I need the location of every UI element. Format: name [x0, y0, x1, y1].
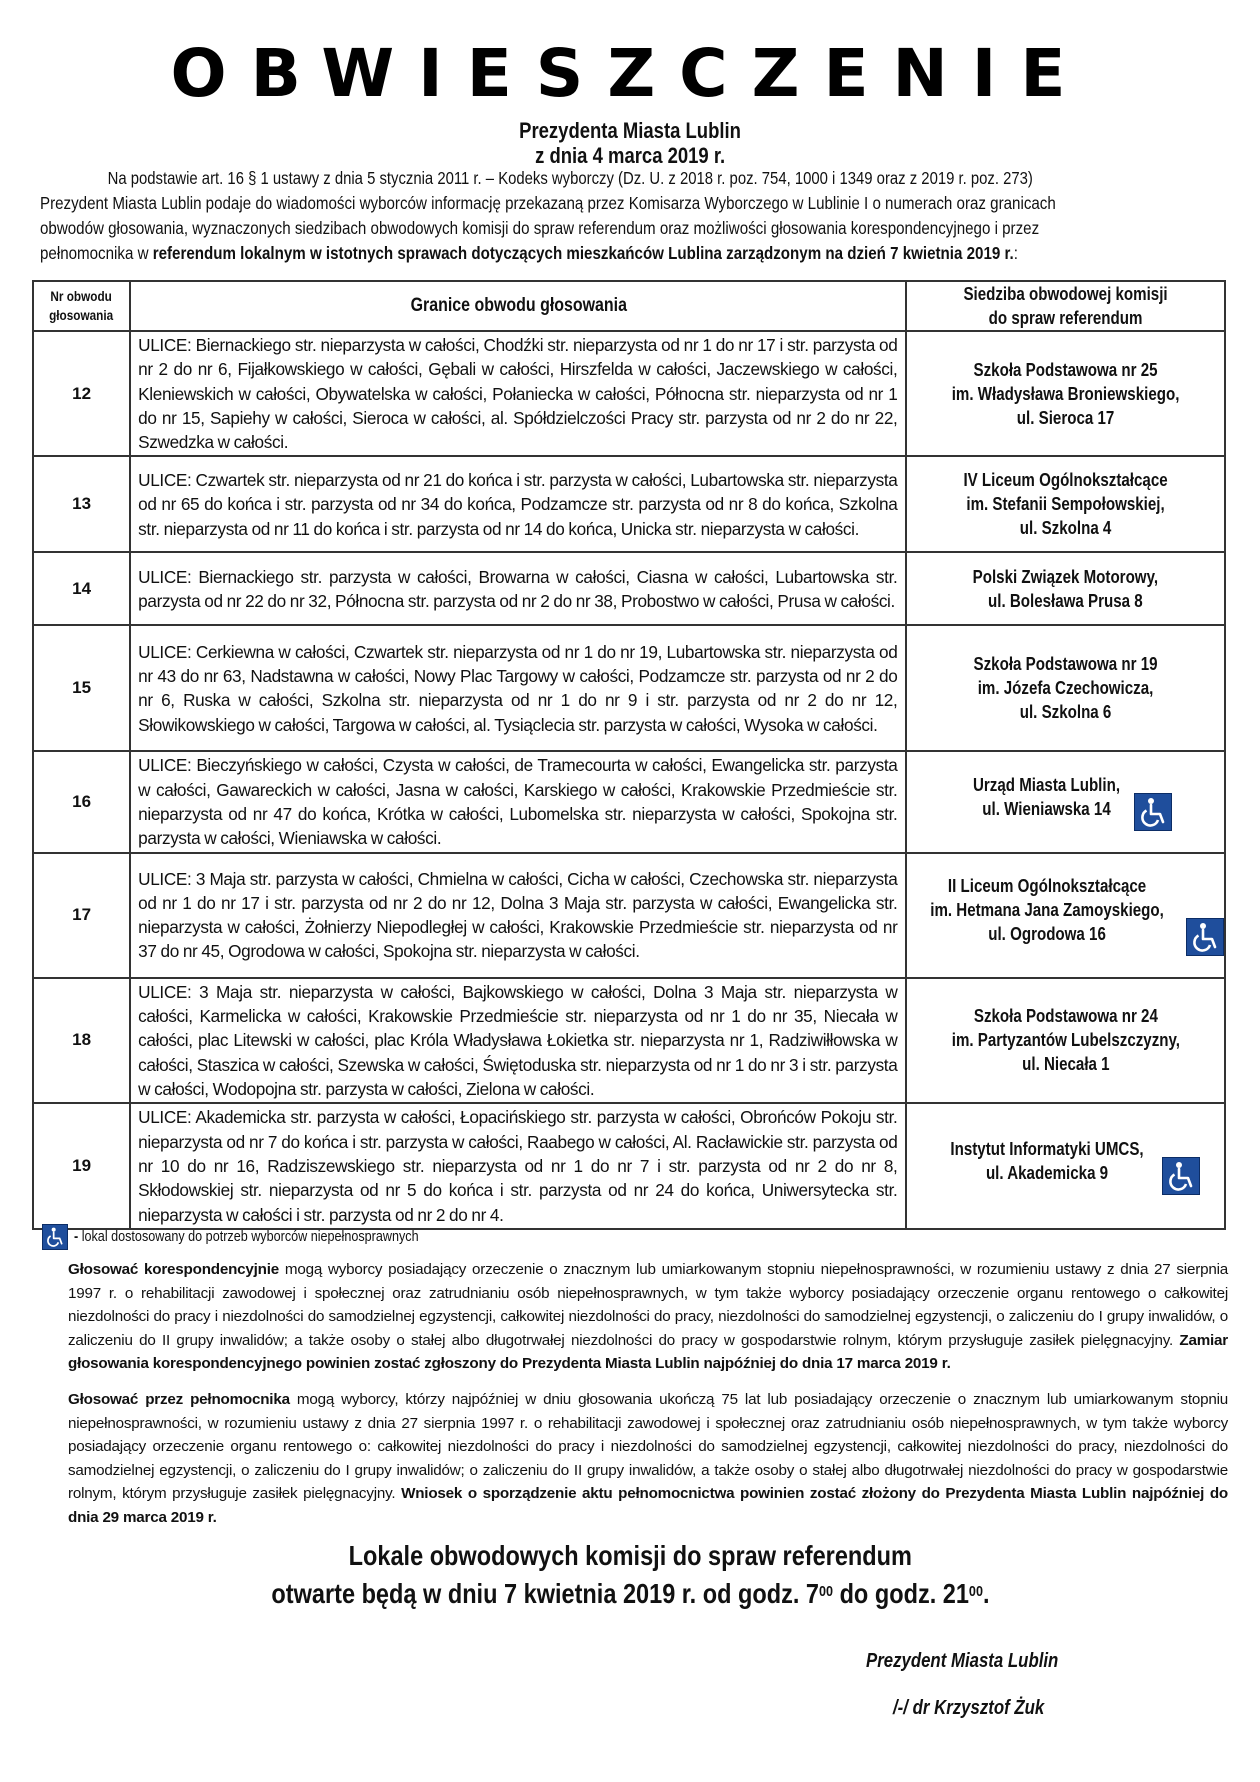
- district-streets: ULICE: Czwartek str. nieparzysta od nr 21 do końca i str. parzysta w całości, Lubartowska str. nieparzysta od nr 65 do końca i str. parzysta od nr 34 do końca, Podzamcze str. parzysta od nr 8 do końca, Szkolna str. nieparzysta od nr 11 do końca i str. parzysta od nr 14 do końca, Unicka str. nieparzysta w całości.: [130, 456, 906, 552]
- district-number: 16: [33, 751, 130, 852]
- seat-line: ul. Szkolna 4: [1019, 518, 1112, 539]
- accessibility-legend: [42, 1224, 484, 1250]
- commission-seat: [906, 331, 1225, 456]
- seat-line: Szkoła Podstawowa nr 25: [973, 359, 1158, 380]
- intro-text: pełnomocnika w: [40, 243, 153, 263]
- district-streets: ULICE: 3 Maja str. parzysta w całości, Chmielna w całości, Cicha w całości, Czechowska str. nieparzysta od nr 1 do nr 17 i str. parzysta od nr 2 do nr 12, Dolna 3 Maja str. parzysta w całości, Ewangelicka str. nieparzysta w całości, Żołnierzy Niepodległej w całości, Krakowskie Przedmieście str. nieparzysta od nr 37 do nr 45, Ogrodowa w całości, Spokojna str. nieparzysta w całości.: [130, 853, 906, 978]
- seat-line: ul. Bolesława Prusa 8: [988, 590, 1144, 611]
- commission-seat: [906, 552, 1225, 625]
- wheelchair-accessibility-icon: [1162, 1157, 1200, 1195]
- seat-line: Instytut Informatyki UMCS,: [950, 1139, 1144, 1160]
- seat-line: IV Liceum Ogólnokształcące: [963, 470, 1168, 491]
- seat-line: Szkoła Podstawowa nr 19: [973, 654, 1158, 675]
- intro-line: Na podstawie art. 16 § 1 ustawy z dnia 5 stycznia 2011 r. – Kodeks wyborczy (Dz. U. z 2018 r. poz. 754, 1000 i 1349 oraz z 2019 r. poz. 273): [107, 168, 1033, 188]
- table-row: [33, 751, 1225, 852]
- seat-line: im. Józefa Czechowicza,: [977, 678, 1154, 699]
- seat-line: im. Hetmana Jana Zamoyskiego,: [929, 900, 1164, 921]
- correspondence-deadline: Zamiar głosowania korespondencyjnego powinien zostać zgłoszony do Prezydenta Miasta Lublin najpóźniej do dnia 17 marca 2019 r.: [68, 1331, 1228, 1373]
- seat-line: Szkoła Podstawowa nr 24: [973, 1006, 1158, 1027]
- seat-line: ul. Sieroca 17: [1016, 407, 1115, 428]
- proxy-voting-paragraph: [40, 1388, 1228, 1530]
- district-number: 15: [33, 625, 130, 751]
- seat-line: ul. Akademicka 9: [985, 1163, 1108, 1184]
- district-number: 12: [33, 331, 130, 456]
- seat-line: Polski Związek Motorowy,: [973, 566, 1159, 587]
- table-row: [33, 625, 1225, 751]
- proxy-lead: Głosować przez pełnomocnika: [68, 1391, 290, 1408]
- district-streets: ULICE: Akademicka str. parzysta w całości, Łopacińskiego str. parzysta w całości, Obrońców Pokoju str. nieparzysta od nr 7 do końca i str. parzysta w całości, Raabego w całości, Al. Racławickie str. parzysta od nr 10 do nr 16, Radziszewskiego str. nieparzysta od nr 1 do nr 7 i str. parzysta od nr 2 do nr 8, Skłodowskiej str. nieparzysta od nr 5 do końca i str. parzysta od nr 24 do końca, Uniwersytecka str. nieparzysta w całości i str. parzysta od nr 2 do nr 4.: [130, 1103, 906, 1229]
- commission-seat: [906, 751, 1225, 852]
- seat-line: im. Partyzantów Lubelszczyzny,: [951, 1030, 1180, 1051]
- table-row: [33, 331, 1225, 456]
- intro-line: Prezydent Miasta Lublin podaje do wiadomości wyborców informację przekazaną przez Komisarza Wyborczego w Lublinie I o numerach oraz granicach: [40, 193, 1056, 213]
- district-number: 19: [33, 1103, 130, 1229]
- header-boundaries: Granice obwodu głosowania: [130, 281, 906, 331]
- district-number: 18: [33, 978, 130, 1103]
- commission-seat: [906, 625, 1225, 751]
- district-number: 13: [33, 456, 130, 552]
- seat-line: im. Stefanii Sempołowskiej,: [966, 494, 1165, 515]
- wheelchair-accessibility-icon: [1186, 918, 1224, 956]
- date-text: z dnia 4 marca 2019 r.: [534, 143, 726, 168]
- wheelchair-accessibility-icon: [42, 1224, 68, 1250]
- document-title: OBWIESZCZENIE: [170, 35, 1090, 112]
- table-row: [33, 853, 1225, 978]
- district-streets: ULICE: Cerkiewna w całości, Czwartek str. nieparzysta od nr 1 do nr 19, Lubartowska str. nieparzysta od nr 43 do nr 63, Nadstawna w całości, Nowy Plac Targowy w całości, Podzamcze str. parzysta od nr 2 do nr 6, Ruska w całości, Szkolna str. nieparzysta od nr 1 do nr 9 i str. parzysta od nr 2 do nr 12, Słowikowskiego w całości, Targowa w całości, al. Tysiąclecia str. parzysta w całości, Wysoka w całości.: [130, 625, 906, 751]
- seat-line: Urząd Miasta Lublin,: [973, 774, 1121, 795]
- header-commission-seat: Siedziba obwodowej komisji do spraw referendum: [906, 281, 1225, 331]
- intro-colon: :: [1013, 243, 1018, 263]
- header-district-number: Nr obwodu głosowania: [33, 281, 130, 331]
- district-streets: ULICE: Bieczyńskiego w całości, Czysta w całości, de Tramecourta w całości, Ewangelicka str. parzysta w całości, Gawareckich w całości, Jasna w całości, Karskiego w całości, Krakowskie Przedmieście str. nieparzysta od nr 47 do końca, Krótka w całości, Lubomelska str. nieparzysta w całości, Spokojna str. parzysta w całości, Wieniawska w całości.: [130, 751, 906, 852]
- table-header-row: [33, 281, 1225, 331]
- wheelchair-accessibility-icon: [1134, 793, 1172, 831]
- table-row: [33, 456, 1225, 552]
- seat-line: ul. Wieniawska 14: [982, 798, 1111, 819]
- seat-line: ul. Ogrodowa 16: [987, 924, 1106, 945]
- commission-seat: [906, 1103, 1225, 1229]
- district-streets: ULICE: 3 Maja str. nieparzysta w całości, Bajkowskiego w całości, Dolna 3 Maja str. nieparzysta w całości, Karmelicka w całości, Krakowskie Przedmieście str. nieparzysta od nr 1 do nr 35, Niecała w całości, plac Litewski w całości, plac Króla Władysława Łokietka str. nieparzysta nr 1, Radziwiłłowska w całości, Staszica w całości, Szewska w całości, Świętoduska str. nieparzysta od nr 1 do nr 3 i str. parzysta w całości, Wodopojna str. parzysta w całości, Zielona w całości.: [130, 978, 906, 1103]
- voting-districts-table: [32, 280, 1226, 1230]
- opening-hours-announcement: [0, 1537, 1260, 1613]
- table-row: [33, 552, 1225, 625]
- closing-line-2: otwarte będą w dniu 7 kwietnia 2019 r. od godz. $7^{00}$ do godz. $21^{00}$.: [270, 1578, 990, 1609]
- district-number: 14: [33, 552, 130, 625]
- seat-line: II Liceum Ogólnokształcące: [947, 876, 1146, 897]
- commission-seat: [906, 978, 1225, 1103]
- referendum-highlight: referendum lokalnym w istotnych sprawach dotyczących mieszkańców Lublina zarządzonym na dzień 7 kwietnia 2019 r.: [152, 243, 1014, 263]
- signature-name: /-/ dr Krzysztof Żuk: [893, 1697, 1045, 1719]
- proxy-deadline: Wniosek o sporządzenie aktu pełnomocnictwa powinien zostać złożony do Prezydenta Miasta Lublin najpóźniej do dnia 29 marca 2019 r.: [68, 1485, 1228, 1526]
- seat-line: im. Władysława Broniewskiego,: [951, 383, 1180, 404]
- intro-line: obwodów głosowania, wyznaczonych siedzibach obwodowych komisji do spraw referendum oraz możliwości głosowania korespondencyjnego i przez: [40, 218, 1040, 238]
- open-minutes: 00: [818, 1583, 833, 1600]
- correspondence-voting-paragraph: [40, 1258, 1228, 1376]
- table-row: [33, 1103, 1225, 1229]
- signature-role: Prezydent Miasta Lublin: [866, 1650, 1059, 1672]
- district-streets: ULICE: Biernackiego str. nieparzysta w całości, Chodźki str. nieparzysta od nr 1 do nr 17 i str. parzysta od nr 2 do nr 6, Fijałkowskiego w całości, Gębali w całości, Hirszfelda w całości, Jaczewskiego w całości, Kleniewskich w całości, Obywatelska w całości, Połaniecka w całości, Północna str. nieparzysta od nr 1 do nr 15, Sapiehy w całości, Sieroca w całości, al. Spółdzielczości Pracy str. parzysta od nr 2 do nr 22, Szwedzka w całości.: [130, 331, 906, 456]
- seat-line: ul. Szkolna 6: [1019, 702, 1112, 723]
- district-streets: ULICE: Biernackiego str. parzysta w całości, Browarna w całości, Ciasna w całości, Lubartowska str. parzysta od nr 22 do nr 32, Północna str. parzysta od nr 2 do nr 38, Probostwo w całości, Prusa w całości.: [130, 552, 906, 625]
- issuer-line: [0, 118, 1260, 144]
- closing-line-1: Lokale obwodowych komisji do spraw referendum: [348, 1540, 912, 1571]
- correspondence-lead: Głosować korespondencyjnie: [68, 1261, 280, 1278]
- close-minutes: 00: [968, 1583, 983, 1600]
- seat-line: ul. Niecała 1: [1022, 1054, 1110, 1075]
- table-row: [33, 978, 1225, 1103]
- district-number: 17: [33, 853, 130, 978]
- intro-line-last: [40, 241, 1063, 266]
- legend-text: - lokal dostosowany do potrzeb wyborców niepełnosprawnych: [74, 1228, 419, 1245]
- intro-paragraph: [40, 166, 1230, 266]
- issuer-text: Prezydenta Miasta Lublin: [519, 118, 741, 143]
- proxy-body: mogą wyborcy, którzy najpóźniej w dniu głosowania ukończą 75 lat lub posiadający orzeczenie o znacznym lub umiarkowanym stopniu niepełnosprawności, w rozumieniu ustawy z dnia 27 sierpnia 1997 r. o rehabilitacji zawodowej i społecznej oraz zatrudnianiu osób niepełnosprawnych, w tym także wyborcy posiadający orzeczenie organu rentowego o: całkowitej niezdolności do pracy i niezdolności do samodzielnej egzystencji, całkowitej niezdolności do pracy, niezdolności do samodzielnej egzystencji, o zaliczeniu do I grupy inwalidów; o zaliczeniu do II grupy inwalidów, a także osoby o stałej albo długotrwałej niezdolności do pracy w gospodarstwie rolnym, którym przysługuje zasiłek pielęgnacyjny.: [68, 1391, 1229, 1503]
- commission-seat: [906, 456, 1225, 552]
- correspondence-body: mogą wyborcy posiadający orzeczenie o znacznym lub umiarkowanym stopniu niepełnosprawności, w rozumieniu ustawy z dnia 27 sierpnia 1997 r. o rehabilitacji zawodowej i społecznej oraz zatrudnianiu osób niepełnosprawnych, w tym także wyborcy posiadający orzeczenie organu rentowego o całkowitej niezdolności do pracy i niezdolności do samodzielnej egzystencji, całkowitej niezdolności do pracy, niezdolności do samodzielnej egzystencji, o zaliczeniu do I grupy inwalidów, o zaliczeniu do II grupy inwalidów; a także osoby o stałej albo długotrwałej niezdolności do pracy w gospodarstwie rolnym, którym przysługuje zasiłek pielęgnacyjny.: [68, 1261, 1228, 1349]
- commission-seat: [906, 853, 1225, 978]
